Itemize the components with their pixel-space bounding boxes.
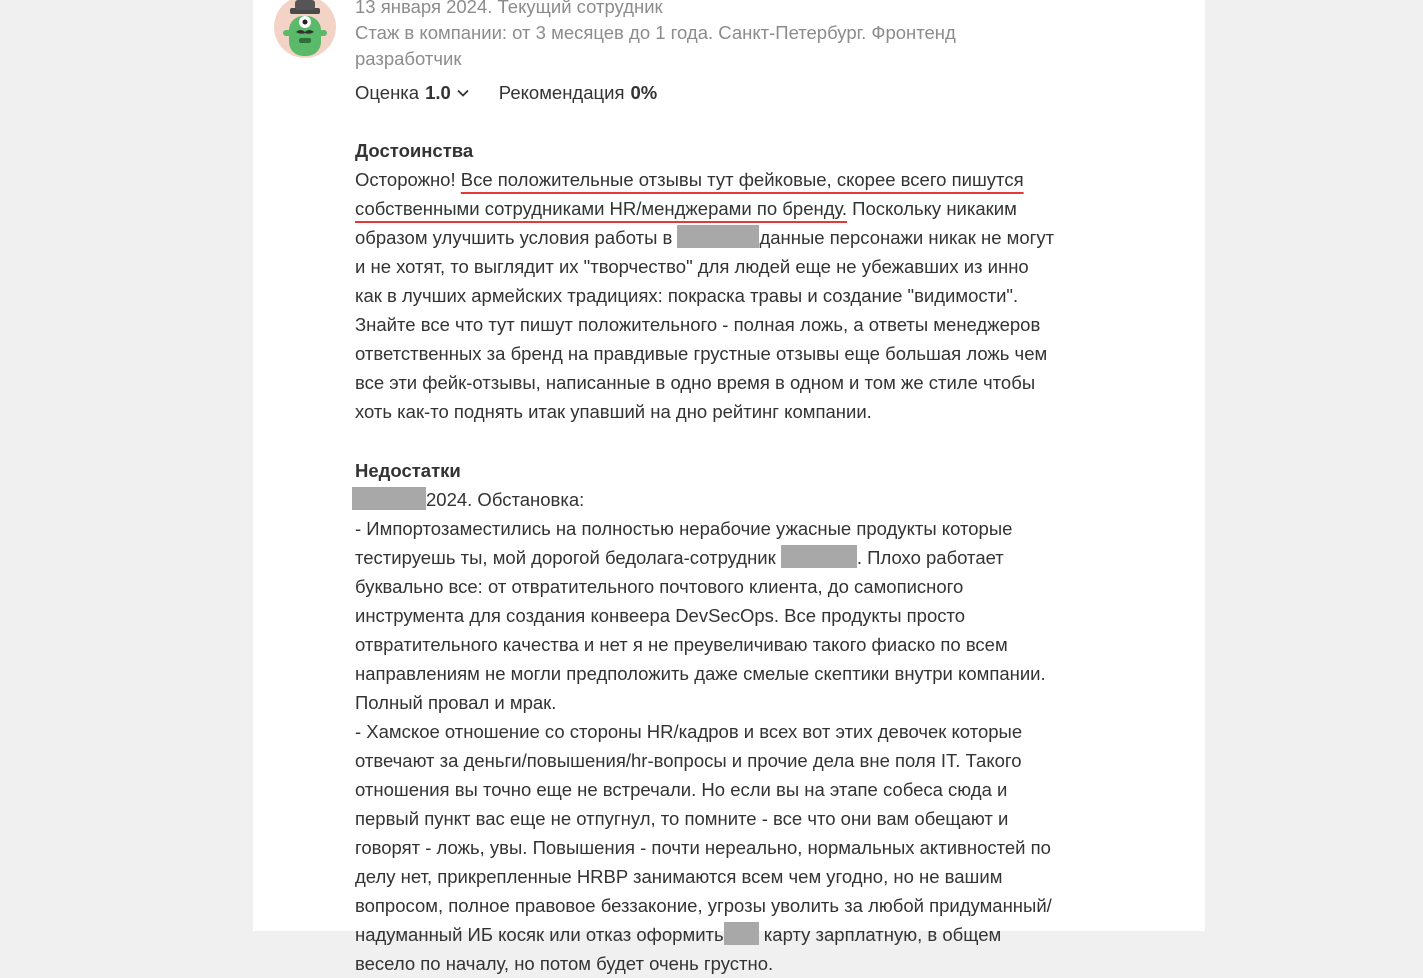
review <box>355 0 1055 978</box>
pros-text <box>355 165 1055 426</box>
redacted-month <box>352 487 426 510</box>
recommendation-label: Рекомендация <box>498 82 625 103</box>
cons-title: Недостатки <box>355 460 461 481</box>
cons-paragraph-2 <box>355 717 1055 978</box>
recommendation-value: 0% <box>630 82 658 103</box>
pros-title: Достоинства <box>355 140 474 161</box>
review-tenure: Стаж в компании: от 3 месяцев до 1 года. Санкт-Петербург. Фронтенд <box>355 22 956 43</box>
pros-text-middle: Поскольку никаким образом улучшить условия работы в <box>355 198 1017 248</box>
redacted-bank-name <box>724 922 759 945</box>
cons-paragraph-1 <box>355 514 1055 717</box>
rating-row <box>355 80 1055 106</box>
cons-line-1 <box>355 485 1055 514</box>
cons-p1-start: - Импортозаместились на полностью нерабочие ужасные продукты которые тестируешь ты, мой дорогой бедолага-сотрудник <box>355 518 1013 568</box>
cons-p1-end: . Плохо работает буквально все: от отвратительного почтового клиента, до самописного инструмента для создания конвеера DevSecOps. Все продукты просто отвратительного качества и нет я не преувеличиваю такого фиаско по всем направлениям не могли предположить даже смелые скептики внутри компании. Полный провал и мрак. <box>355 547 1046 713</box>
review-position: разработчик <box>355 48 462 69</box>
pros-highlighted-text: Все положительные отзывы тут фейковые, скорее всего пишутся собственными сотрудниками HR/менджерами по бренду. <box>355 169 1024 219</box>
pros-text-start: Осторожно! <box>355 169 461 190</box>
cons-line-1-text: 2024. Обстановка: <box>426 489 585 510</box>
rating-label: Оценка <box>355 82 420 103</box>
review-date: 13 января 2024. Текущий сотрудник <box>355 0 663 17</box>
redacted-company-name <box>677 225 759 248</box>
review-meta <box>355 0 1055 72</box>
cons-p2-start: - Хамское отношение со стороны HR/кадров и всех вот этих девочек которые отвечают за деньги/повышения/hr-вопросы и прочие дела вне поля IT. Такого отношения вы точно еще не встречали. Но если вы на этапе собеса сюда и первый пункт вас еще не отпугнул, то помните - все что они вам обещают и говорят - ложь, увы. Повышения - почти нереально, нормальных активностей по делу нет, прикрепленные HRBP занимаются всем чем угодно, но не вашим вопросом, полное правовое беззаконие, угрозы уволить за любой придуманный/надуманный ИБ косяк или отказ оформить <box>355 721 1052 945</box>
rating-toggle[interactable] <box>425 80 499 106</box>
chevron-down-icon <box>455 85 471 101</box>
pros-text-end: данные персонажи никак не могут и не хотят, то выглядит их "творчество" для людей еще не убежавших из инно как в лучших армейских традициях: покраска травы и создание "видимости". Знайте все что тут пишут положительного - полная ложь, а ответы менеджеров ответственных за бренд на правдивые грустные отзывы еще большая ложь чем все эти фейк-отзывы, написанные в одно время в одном и том же стиле чтобы хоть как-то поднять итак упавший на дно рейтинг компании. <box>355 227 1055 422</box>
cons-p2-end: карту зарплатную, в общем весело по началу, но потом будет очень грустно. <box>355 924 1002 974</box>
rating-value: 1.0 <box>425 82 451 103</box>
redacted-company-name-2 <box>781 545 857 568</box>
